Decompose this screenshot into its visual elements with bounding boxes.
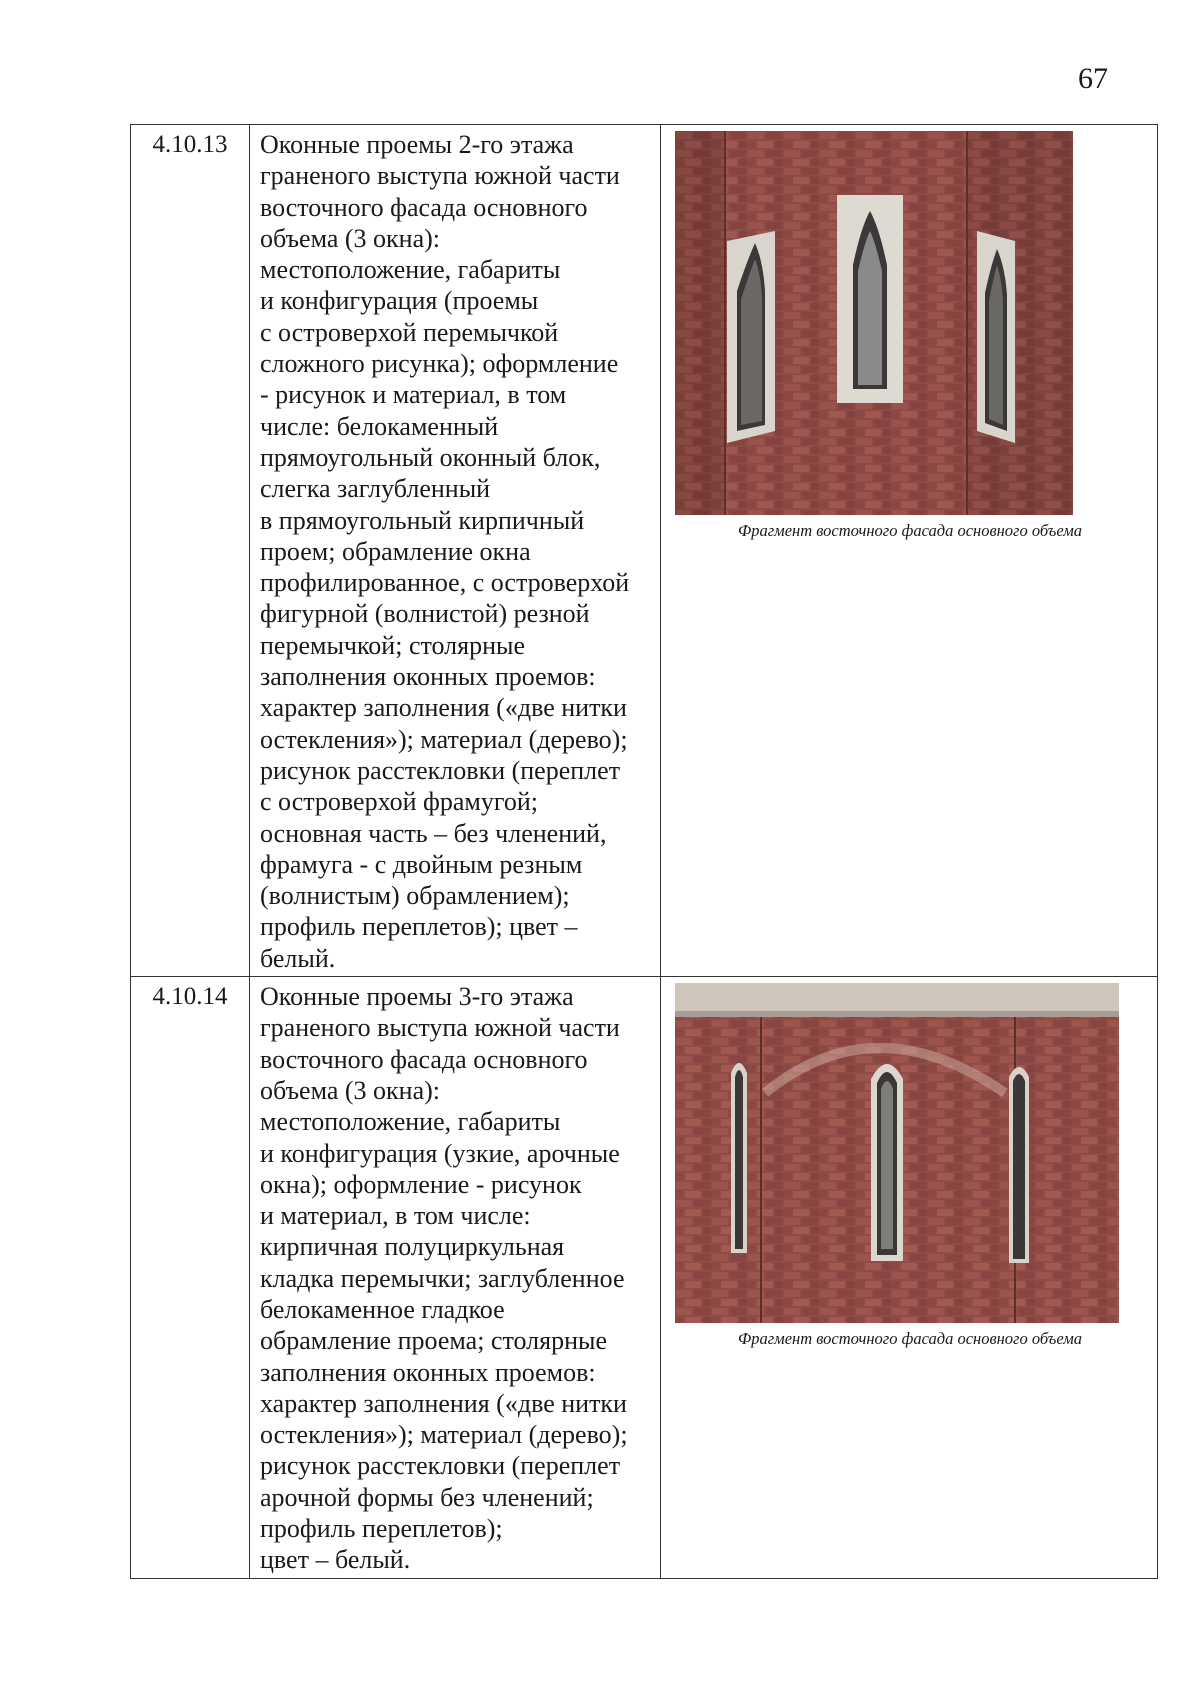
description-line: заполнения оконных проемов: <box>260 662 596 692</box>
description-line: основная часть – без членений, <box>260 818 607 848</box>
description-line: кладка перемычки; заглубленное <box>260 1263 625 1293</box>
description-line: объема (3 окна): <box>260 223 441 253</box>
photo-caption: Фрагмент восточного фасада основного объема <box>737 1329 1083 1349</box>
description-line: с островерхой перемычкой <box>260 317 559 347</box>
description-line: числе: белокаменный <box>260 411 499 441</box>
photo-caption: Фрагмент восточного фасада основного объема <box>737 521 1083 540</box>
description-line: перемычкой; столярные <box>260 630 526 660</box>
description-line: в прямоугольный кирпичный <box>260 505 585 535</box>
description-line: характер заполнения («две нитки <box>260 693 627 723</box>
description-line: сложного рисунка); оформление <box>260 349 619 379</box>
description-line: окна); оформление - рисунок <box>260 1169 582 1199</box>
description-line: - рисунок и материал, в том <box>260 380 567 410</box>
description-line: граненого выступа южной части <box>260 161 620 191</box>
description-line: белый. <box>260 943 336 973</box>
description-line: фигурной (волнистой) резной <box>260 599 590 629</box>
description-line: рисунок расстекловки (переплет <box>260 755 621 785</box>
description-line: прямоугольный оконный блок, <box>260 442 601 472</box>
table-row <box>131 977 1158 1579</box>
facade-figure <box>675 983 1145 1349</box>
facade-figure <box>675 131 1145 541</box>
description-line: (волнистым) обрамлением); <box>260 881 570 911</box>
description-line: проем; обрамление окна <box>260 536 531 566</box>
description-line: заполнения оконных проемов: <box>260 1357 596 1387</box>
description-line: с островерхой фрамугой; <box>260 787 538 817</box>
description-line: цвет – белый. <box>260 1545 411 1575</box>
specification-table <box>130 124 1158 1579</box>
item-description <box>250 125 661 977</box>
description-line: местоположение, габариты <box>260 255 561 285</box>
description-line: и конфигурация (узкие, арочные <box>260 1138 620 1168</box>
item-number: 4.10.13 <box>131 125 250 977</box>
description-line: и материал, в том числе: <box>260 1201 531 1231</box>
description-line: Оконные проемы 2-го этажа <box>260 130 574 159</box>
table-row <box>131 125 1158 977</box>
photo-cell <box>661 977 1158 1579</box>
description-line: профиль переплетов); цвет – <box>260 912 578 942</box>
facade-photo <box>675 131 1073 515</box>
description-line: арочной формы без членений; <box>260 1482 594 1512</box>
description-line: остекления»); материал (дерево); <box>260 1420 628 1450</box>
description-line: рисунок расстекловки (переплет <box>260 1451 621 1481</box>
description-line: слегка заглубленный <box>260 474 491 504</box>
description-line: кирпичная полуциркульная <box>260 1232 565 1262</box>
item-description <box>250 977 661 1579</box>
description-line: профилированное, с островерхой <box>260 568 630 598</box>
description-line: и конфигурация (проемы <box>260 286 539 316</box>
description-line: профиль переплетов); <box>260 1514 503 1544</box>
page-number: 67 <box>1078 62 1108 95</box>
description-line: белокаменное гладкое <box>260 1294 505 1324</box>
item-number: 4.10.14 <box>131 977 250 1579</box>
description-line: восточного фасада основного <box>260 1044 588 1074</box>
description-line: обрамление проема; столярные <box>260 1326 607 1356</box>
description-line: местоположение, габариты <box>260 1107 561 1137</box>
description-line: граненого выступа южной части <box>260 1013 620 1043</box>
description-line: Оконные проемы 3-го этажа <box>260 982 574 1012</box>
description-line: характер заполнения («две нитки <box>260 1388 627 1418</box>
description-line: фрамуга - с двойным резным <box>260 849 583 879</box>
description-line: восточного фасада основного <box>260 192 588 222</box>
photo-cell <box>661 125 1158 977</box>
facade-photo <box>675 983 1119 1323</box>
description-line: остекления»); материал (дерево); <box>260 724 628 754</box>
description-line: объема (3 окна): <box>260 1075 441 1105</box>
